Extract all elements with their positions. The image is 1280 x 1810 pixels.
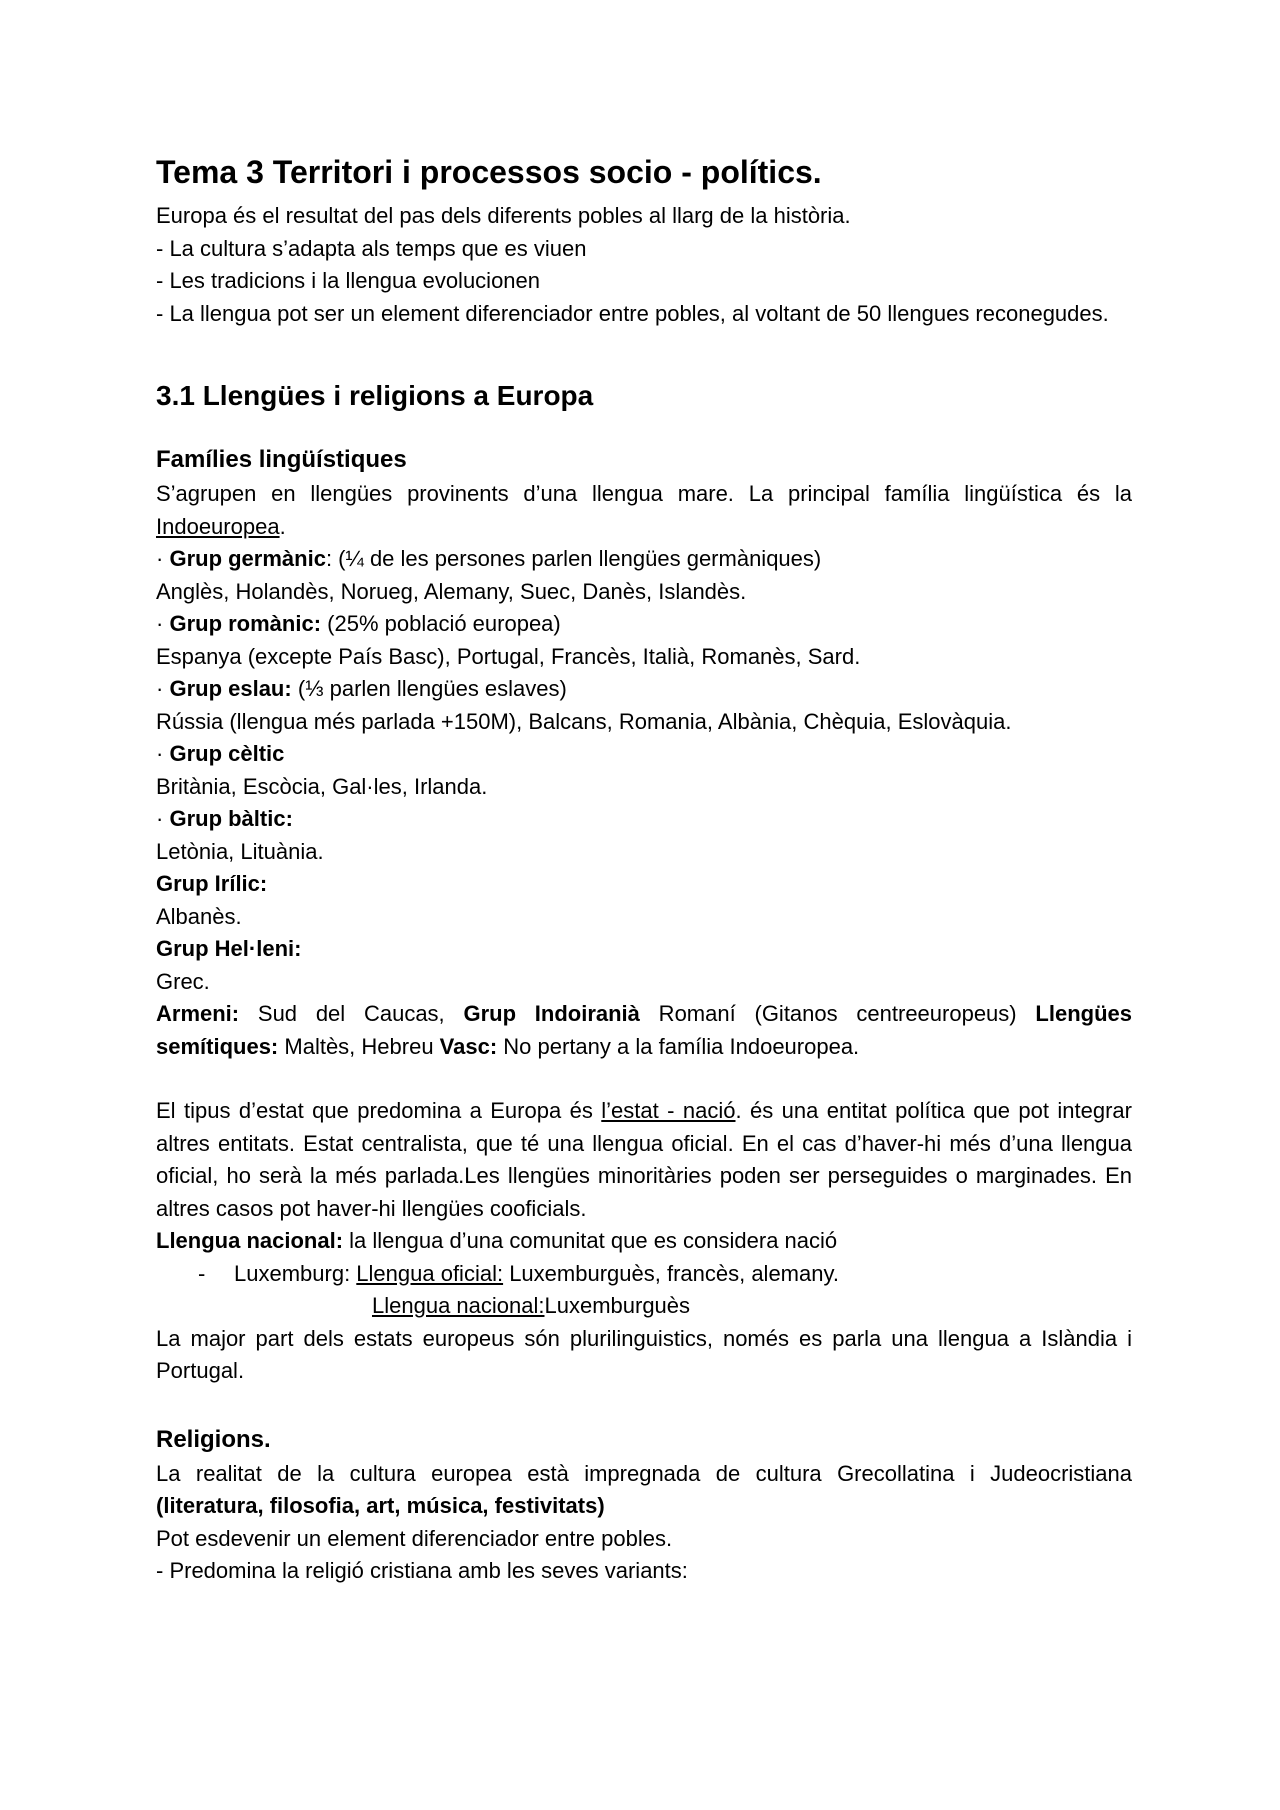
group-title bbox=[156, 933, 1132, 966]
intro-line: - La cultura s’adapta als temps que es viuen bbox=[156, 235, 587, 261]
group-name: Grup germànic bbox=[169, 546, 326, 571]
families-heading: Famílies lingüístiques bbox=[156, 446, 407, 473]
group-languages: Letònia, Lituània. bbox=[156, 838, 324, 864]
page-title: Tema 3 Territori i processos socio - polítics. bbox=[156, 154, 822, 190]
luxemburg-national: Llengua nacional:Luxemburguès bbox=[372, 1293, 691, 1318]
religions-heading: Religions. bbox=[156, 1425, 271, 1453]
group-languages: Britània, Escòcia, Gal·les, Irlanda. bbox=[156, 773, 488, 799]
other-groups: Armeni: Sud del Caucas, Grup Indoiranià Romaní (Gitanos centreeuropeus) Llengües semítiques: Maltès, Hebreu Vasc: No pertany a la família Indoeuropea. bbox=[156, 1001, 1132, 1059]
document-page bbox=[156, 150, 1132, 1588]
families-intro: S’agrupen en llengües provinents d’una llengua mare. La principal família lingüística és la Indoeuropea. bbox=[156, 481, 1132, 539]
intro-block bbox=[156, 200, 1132, 330]
intro-line: - Les tradicions i la llengua evolucionen bbox=[156, 268, 541, 293]
group-title bbox=[156, 868, 1132, 901]
group-title: · Grup romànic: (25% població europea) bbox=[156, 611, 561, 636]
religions-line: - Predomina la religió cristiana amb les seves variants: bbox=[156, 1558, 688, 1583]
families-intro-text: S’agrupen en llengües provinents d’una llengua mare. La principal família lingüística és la bbox=[156, 481, 1132, 506]
group-name: Grup Hel·leni: bbox=[156, 936, 302, 961]
indoeuropea-link: Indoeuropea bbox=[156, 513, 280, 539]
state-closing: La major part dels estats europeus són plurilinguistics, només es parla una llengua a Islàndia i Portugal. bbox=[156, 1325, 1132, 1383]
national-language-def: Llengua nacional: la llengua d’una comunitat que es considera nació bbox=[156, 1228, 838, 1253]
group-languages: Anglès, Holandès, Norueg, Alemany, Suec, Danès, Islandès. bbox=[156, 578, 747, 604]
group-name: Grup bàltic: bbox=[169, 806, 293, 831]
group-name: Grup cèltic bbox=[169, 741, 285, 766]
state-paragraph: El tipus d’estat que predomina a Europa és l’estat - nació. és una entitat política que pot integrar altres entitats. Estat centralista, que té una llengua oficial. En el cas d’haver-hi més d’una llengua oficial, ho serà la més parlada.Les llengües minoritàries poden ser perseguides o marginades. En altres casos pot haver-hi llengües cooficials. bbox=[156, 1098, 1132, 1221]
group-title: · Grup germànic: (¼ de les persones parlen llengües germàniques) bbox=[156, 546, 822, 571]
group-languages: Espanya (excepte País Basc), Portugal, Francès, Italià, Romanès, Sard. bbox=[156, 643, 861, 669]
group-name: Grup Irílic: bbox=[156, 871, 268, 896]
luxemburg-item: - Luxemburg: Llengua oficial: Luxemburguès, francès, alemany. bbox=[198, 1260, 839, 1286]
group-name: Grup romànic: bbox=[169, 611, 322, 636]
group-title: · Grup bàltic: bbox=[156, 806, 293, 831]
group-name: Grup eslau: bbox=[169, 676, 292, 701]
religions-line: Pot esdevenir un element diferenciador entre pobles. bbox=[156, 1525, 673, 1551]
group-languages: Grec. bbox=[156, 968, 210, 994]
intro-line: Europa és el resultat del pas dels diferents pobles al llarg de la història. bbox=[156, 203, 851, 228]
religions-paragraph: La realitat de la cultura europea està impregnada de cultura Grecollatina i Judeocristiana (literatura, filosofia, art, música, festivitats) bbox=[156, 1460, 1132, 1518]
language-groups bbox=[156, 543, 1132, 1063]
estat-nacio-link: l’estat - nació bbox=[601, 1098, 736, 1123]
group-title: · Grup eslau: (⅓ parlen llengües eslaves) bbox=[156, 676, 567, 701]
spacer bbox=[156, 1063, 1132, 1095]
group-languages: Rússia (llengua més parlada +150M), Balcans, Romania, Albània, Chèquia, Eslovàquia. bbox=[156, 708, 1012, 734]
group-title: · Grup cèltic bbox=[156, 741, 285, 766]
intro-line: - La llengua pot ser un element diferenciador entre pobles, al voltant de 50 llengues reconegudes. bbox=[156, 300, 1109, 326]
group-languages: Albanès. bbox=[156, 903, 242, 929]
section-title: 3.1 Llengües i religions a Europa bbox=[156, 380, 594, 411]
